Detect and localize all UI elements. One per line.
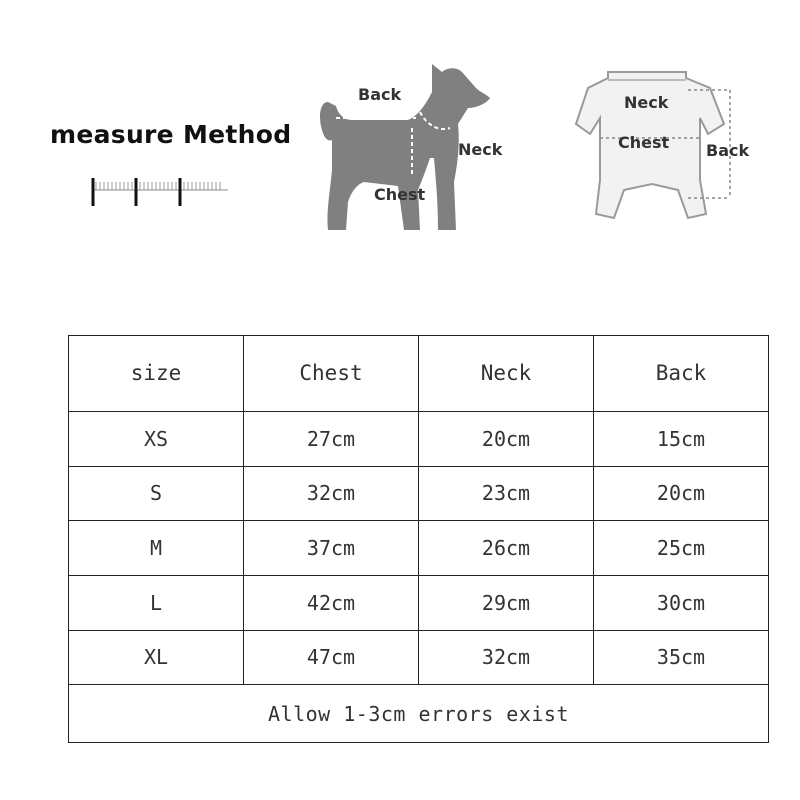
back-cell: 15cm (594, 411, 769, 466)
jumpsuit-chest-label: Chest (618, 133, 670, 152)
table-header-row (69, 336, 769, 412)
header-back: Back (594, 336, 769, 412)
neck-cell: 32cm (419, 630, 594, 685)
chest-cell: 42cm (244, 575, 419, 630)
dog-neck-label: Neck (458, 140, 503, 159)
dog-chest-label: Chest (374, 185, 426, 204)
dog-silhouette-icon (308, 62, 520, 236)
dog-back-label: Back (358, 85, 402, 104)
back-cell: 35cm (594, 630, 769, 685)
jumpsuit-neck-label: Neck (624, 93, 669, 112)
size-cell: L (69, 575, 244, 630)
size-cell: S (69, 466, 244, 521)
table-row (69, 411, 769, 466)
chest-cell: 37cm (244, 521, 419, 576)
ruler-icon (90, 176, 230, 208)
table-row (69, 630, 769, 685)
neck-cell: 29cm (419, 575, 594, 630)
chest-cell: 27cm (244, 411, 419, 466)
back-cell: 25cm (594, 521, 769, 576)
size-cell: M (69, 521, 244, 576)
header-neck: Neck (419, 336, 594, 412)
jumpsuit-back-label: Back (706, 141, 750, 160)
measure-method-title: measure Method (50, 120, 292, 149)
tolerance-note-row (69, 685, 769, 743)
chest-cell: 47cm (244, 630, 419, 685)
chest-cell: 32cm (244, 466, 419, 521)
table-row (69, 575, 769, 630)
tolerance-note: Allow 1-3cm errors exist (69, 685, 769, 743)
neck-cell: 26cm (419, 521, 594, 576)
neck-cell: 23cm (419, 466, 594, 521)
neck-cell: 20cm (419, 411, 594, 466)
table-row (69, 521, 769, 576)
size-cell: XL (69, 630, 244, 685)
back-cell: 30cm (594, 575, 769, 630)
header-size: size (69, 336, 244, 412)
header-chest: Chest (244, 336, 419, 412)
size-cell: XS (69, 411, 244, 466)
table-row (69, 466, 769, 521)
back-cell: 20cm (594, 466, 769, 521)
dog-jumpsuit-icon (560, 66, 765, 236)
size-chart-table (68, 335, 769, 743)
